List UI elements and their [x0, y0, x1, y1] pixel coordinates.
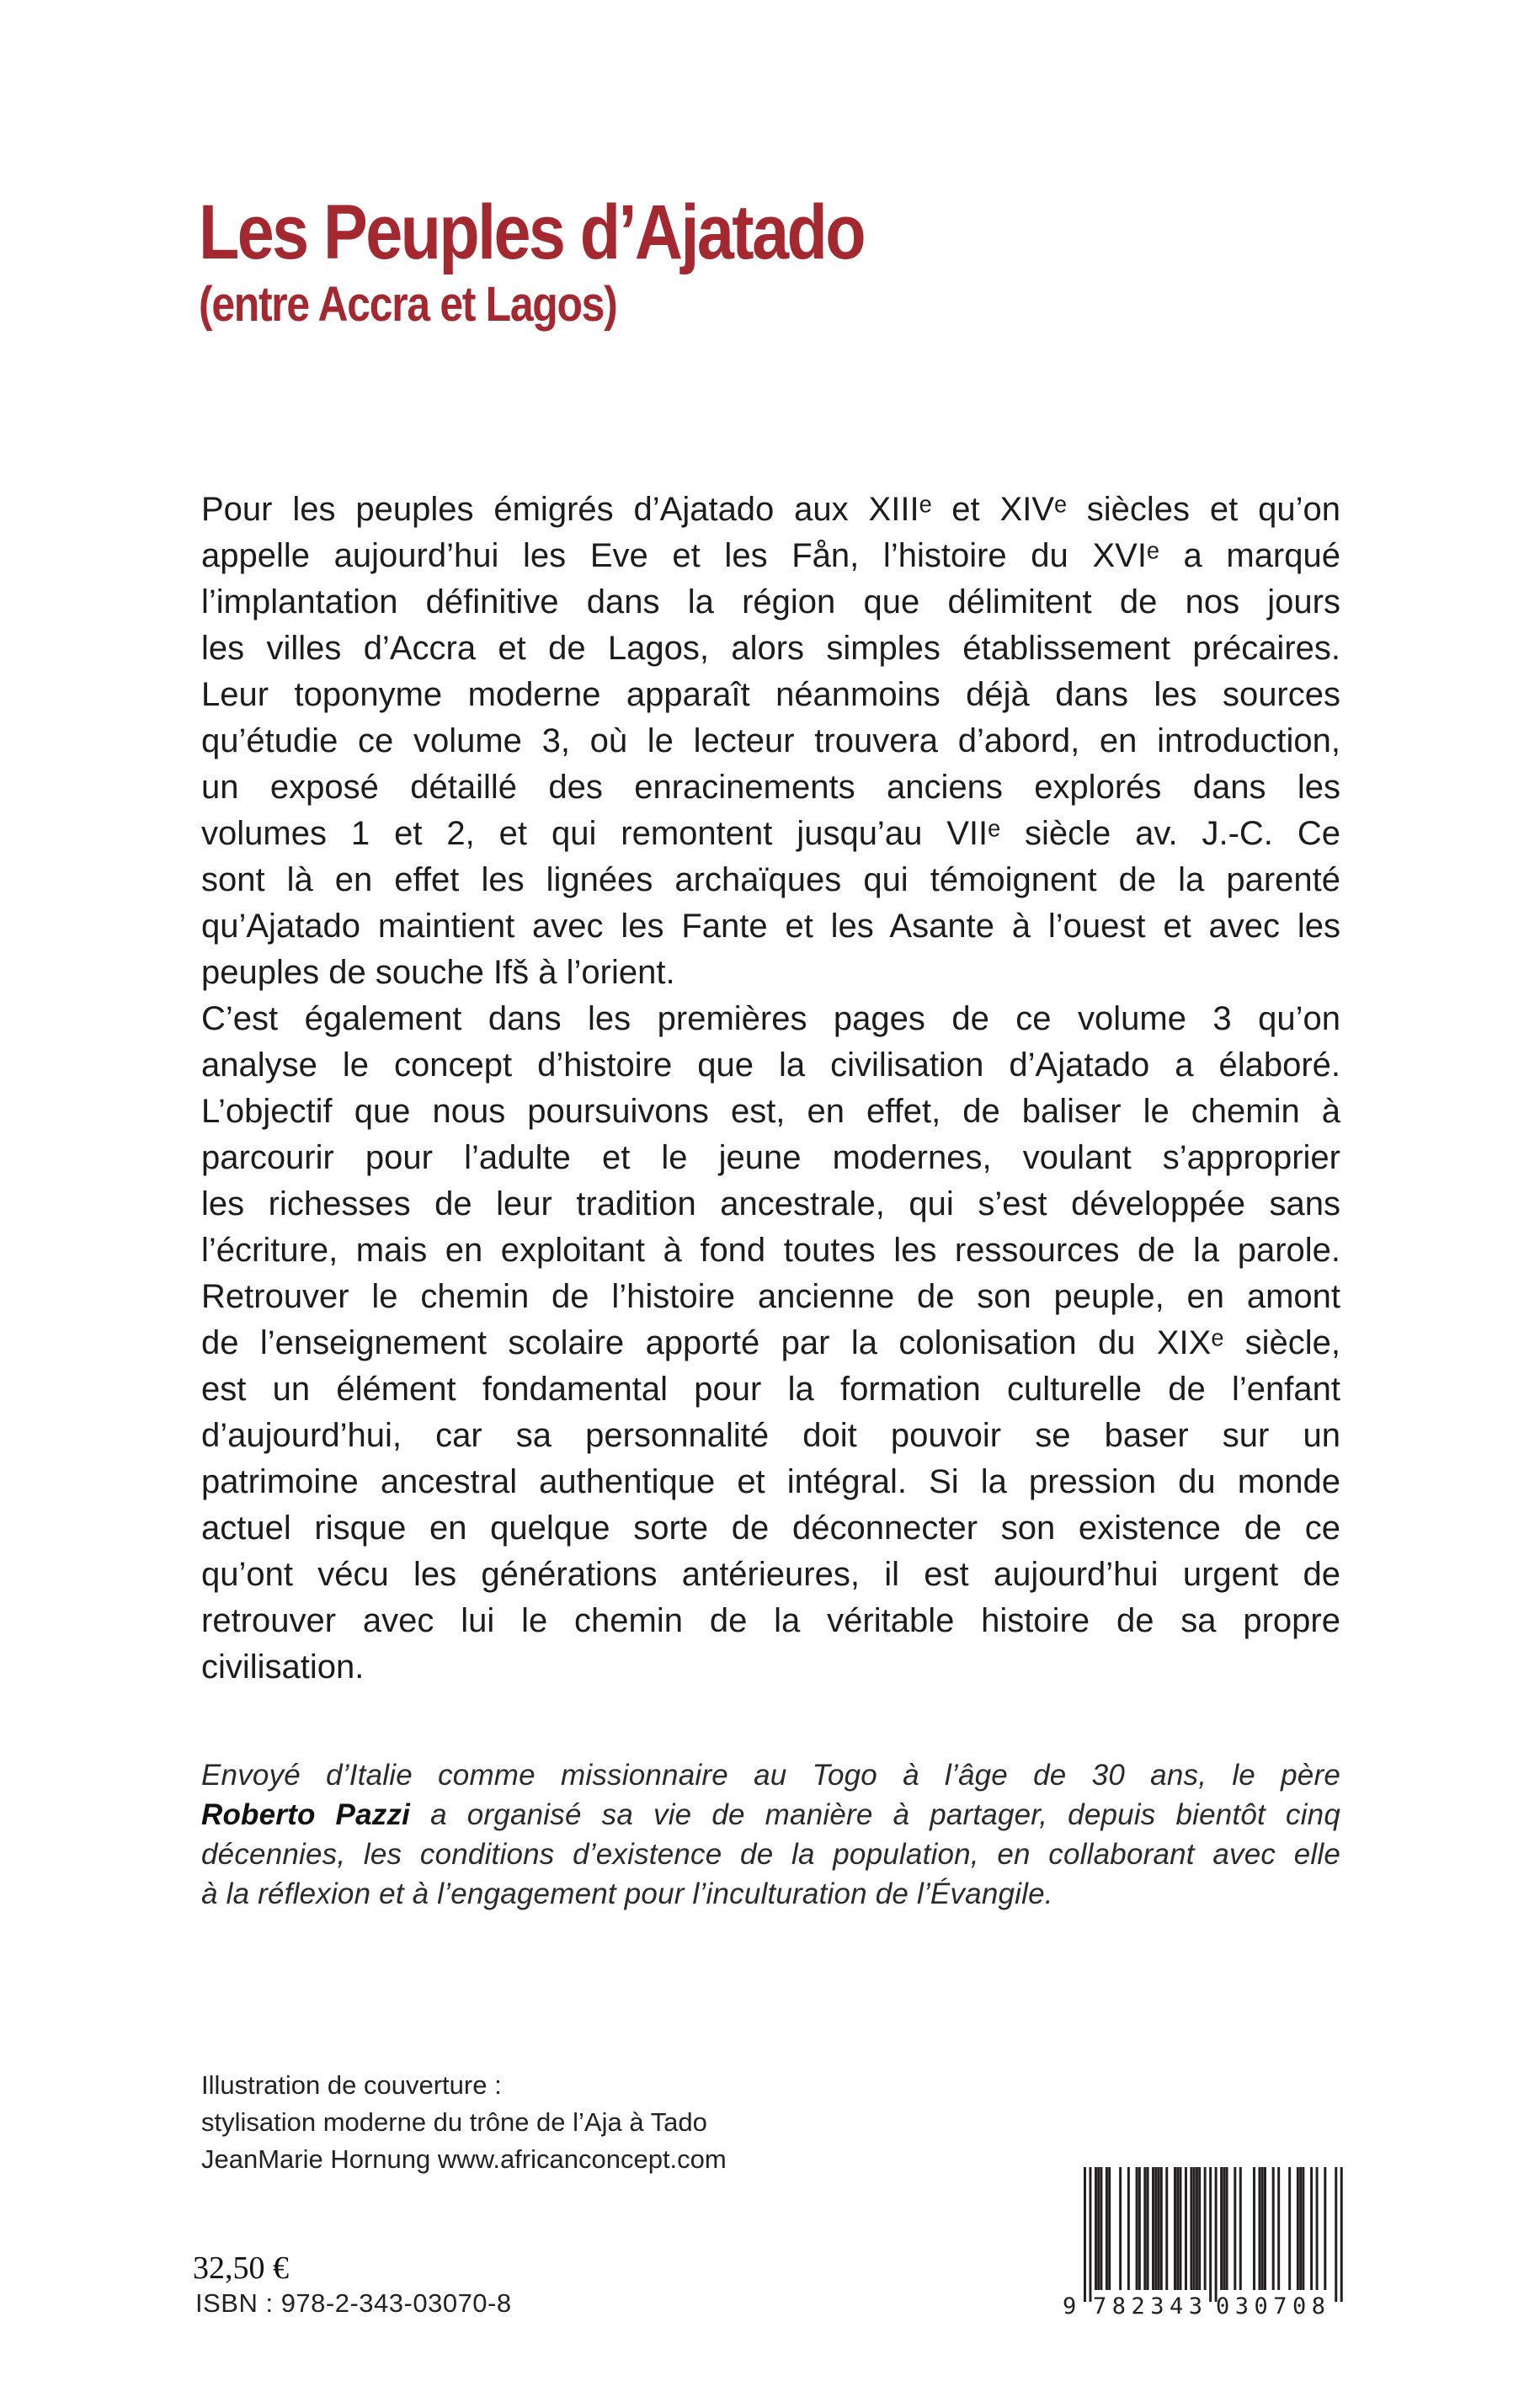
blurb-line	[201, 672, 1340, 718]
blurb-line	[201, 1366, 1340, 1413]
blurb-line	[201, 857, 1340, 903]
blurb-line-text: sont là en effet les lignées archaïques qui témoignent de la parenté	[201, 861, 1340, 898]
blurb-line-text: patrimoine ancestral authentique et intégral. Si la pression du monde	[201, 1463, 1340, 1500]
bio-line	[201, 1835, 1340, 1874]
blurb-line	[201, 1181, 1340, 1228]
blurb-line-text: Pour les peuples émigrés d’Ajatado aux XIIIᵉ et XIVᵉ siècles et qu’on	[201, 491, 1340, 528]
credit-line: Illustration de couverture :	[201, 2070, 502, 2100]
bio-line	[201, 1874, 1340, 1914]
price: 32,50 €	[193, 2250, 289, 2286]
blurb-line	[201, 950, 1340, 996]
blurb-line-text: de l’enseignement scolaire apporté par la colonisation du XIXᵉ siècle,	[201, 1324, 1340, 1361]
blurb-line	[201, 1320, 1340, 1366]
blurb-line	[201, 1505, 1340, 1552]
blurb-line-text: d’aujourd’hui, car sa personnalité doit pouvoir se baser sur un	[201, 1417, 1340, 1454]
blurb-line	[201, 903, 1340, 950]
blurb-text	[201, 487, 1340, 1691]
author-name: Roberto Pazzi	[201, 1798, 411, 1831]
blurb-line-text: parcourir pour l’adulte et le jeune modernes, voulant s’approprier	[201, 1139, 1340, 1176]
book-title: Les Peuples d’Ajatado	[199, 189, 864, 275]
blurb-line-text: un exposé détaillé des enracinements anciens explorés dans les	[201, 769, 1340, 806]
blurb-line-text: l’implantation définitive dans la région que délimitent de nos jours	[201, 583, 1340, 620]
bio-line	[201, 1755, 1340, 1795]
barcode-digit-lead: 9	[1063, 2293, 1077, 2319]
barcode-icon	[1063, 2167, 1349, 2319]
blurb-line-text: qu’ont vécu les générations antérieures, il est aujourd’hui urgent de	[201, 1556, 1340, 1593]
blurb-line-text: les villes d’Accra et de Lagos, alors simples établissement précaires.	[201, 630, 1340, 667]
credit-line: stylisation moderne du trône de l’Aja à Tado	[201, 2107, 707, 2137]
blurb-line-text: qu’étudie ce volume 3, où le lecteur trouvera d’abord, en introduction,	[201, 722, 1340, 759]
author-bio	[201, 1755, 1340, 1914]
blurb-line	[201, 1598, 1340, 1644]
blurb-line	[201, 1459, 1340, 1505]
blurb-line-text: l’écriture, mais en exploitant à fond toutes les ressources de la parole.	[201, 1232, 1340, 1269]
blurb-line	[201, 1228, 1340, 1274]
blurb-line	[201, 996, 1340, 1042]
blurb-line-text: Leur toponyme moderne apparaît néanmoins déjà dans les sources	[201, 676, 1340, 713]
blurb-line	[201, 764, 1340, 811]
blurb-line	[201, 579, 1340, 626]
blurb-line	[201, 1274, 1340, 1320]
bio-line	[201, 1795, 1340, 1835]
bio-line-text: décennies, les conditions d’existence de la population, en collaborant avec elle	[201, 1838, 1340, 1871]
bio-line-text: a organisé sa vie de manière à partager, depuis bientôt cinq	[410, 1798, 1340, 1831]
blurb-line	[201, 718, 1340, 764]
blurb-line-text: retrouver avec lui le chemin de la véritable histoire de sa propre	[201, 1602, 1340, 1639]
blurb-line-text: peuples de souche Ifš à l’orient.	[201, 954, 675, 991]
blurb-line-text: est un élément fondamental pour la formation culturelle de l’enfant	[201, 1371, 1340, 1408]
blurb-line-text: les richesses de leur tradition ancestrale, qui s’est développée sans	[201, 1185, 1340, 1222]
blurb-line	[201, 487, 1340, 533]
barcode	[1063, 2167, 1349, 2319]
bio-line-text: à la réflexion et à l’engagement pour l’inculturation de l’Évangile.	[201, 1877, 1053, 1910]
blurb-line	[201, 626, 1340, 672]
blurb-line-text: volumes 1 et 2, et qui remontent jusqu’au VIIᵉ siècle av. J.-C. Ce	[201, 815, 1340, 852]
blurb-line	[201, 1135, 1340, 1181]
book-subtitle: (entre Accra et Lagos)	[199, 277, 617, 332]
blurb-line	[201, 811, 1340, 857]
blurb-line-text: appelle aujourd’hui les Eve et les Fån, l’histoire du XVIᵉ a marqué	[201, 537, 1340, 574]
blurb-line-text: Retrouver le chemin de l’histoire ancienne de son peuple, en amont	[201, 1278, 1340, 1315]
barcode-digits-right: 030708	[1216, 2293, 1325, 2319]
isbn: ISBN : 978-2-343-03070-8	[195, 2288, 512, 2318]
blurb-line	[201, 1552, 1340, 1598]
blurb-line	[201, 1413, 1340, 1459]
blurb-line	[201, 533, 1340, 579]
blurb-line-text: analyse le concept d’histoire que la civilisation d’Ajatado a élaboré.	[201, 1047, 1340, 1084]
blurb-line-text: qu’Ajatado maintient avec les Fante et les Asante à l’ouest et avec les	[201, 908, 1340, 945]
blurb-line-text: C’est également dans les premières pages de ce volume 3 qu’on	[201, 1000, 1340, 1037]
blurb-line-text: L’objectif que nous poursuivons est, en effet, de baliser le chemin à	[201, 1093, 1340, 1130]
cover-credits	[201, 2067, 727, 2178]
blurb-line	[201, 1042, 1340, 1089]
blurb-line	[201, 1089, 1340, 1135]
credit-line: JeanMarie Hornung www.africanconcept.com	[201, 2144, 727, 2174]
blurb-line	[201, 1644, 1340, 1691]
blurb-line-text: actuel risque en quelque sorte de déconnecter son existence de ce	[201, 1510, 1340, 1547]
blurb-line-text: civilisation.	[201, 1648, 365, 1686]
barcode-digits-left: 782343	[1093, 2293, 1202, 2319]
bio-line-text: Envoyé d’Italie comme missionnaire au Togo à l’âge de 30 ans, le père	[201, 1759, 1340, 1792]
